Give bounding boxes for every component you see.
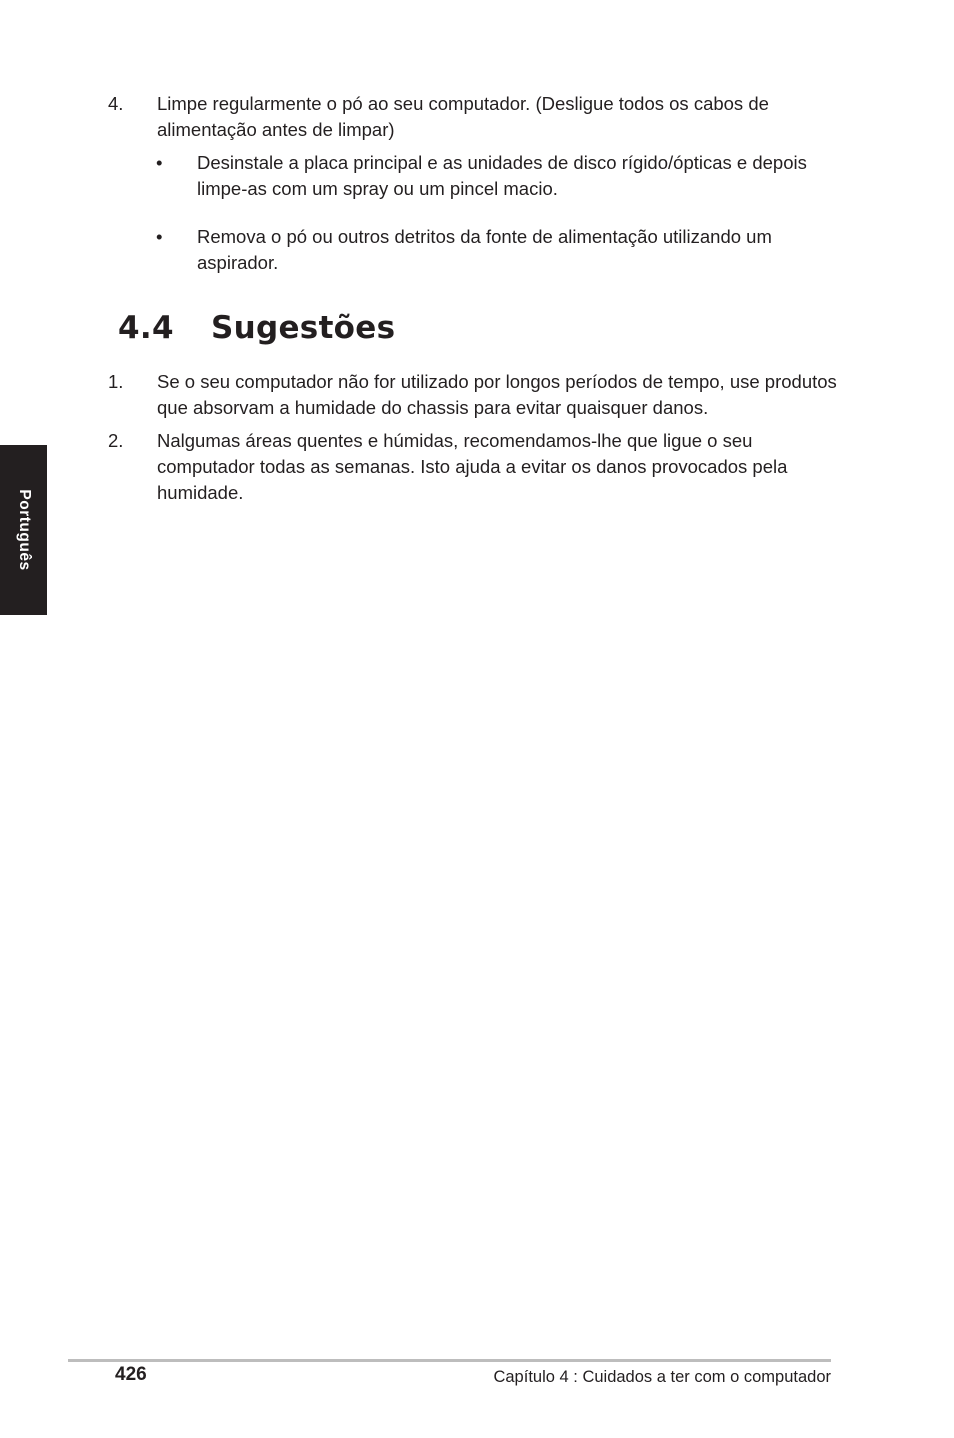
list-item-text: Limpe regularmente o pó ao seu computador. (Desligue todos os cabos de alimentação antes de limpar) — [157, 93, 769, 140]
footer-divider — [68, 1359, 831, 1362]
language-side-tab — [0, 445, 47, 615]
section-heading — [118, 310, 395, 346]
bullet-item-2 — [156, 224, 816, 276]
list-item-text: Nalgumas áreas quentes e húmidas, recomendamos-lhe que ligue o seu computador todas as semanas. Isto ajuda a evitar os danos provocados pela humidade. — [157, 430, 788, 503]
list-item-2 — [108, 428, 838, 506]
list-item-number: 2. — [108, 430, 124, 451]
bullet-symbol: • — [156, 226, 163, 247]
list-item-4 — [108, 91, 838, 143]
list-item-text: Se o seu computador não for utilizado por longos períodos de tempo, use produtos que absorvam a humidade do chassis para evitar quaisquer danos. — [157, 371, 837, 418]
list-item-number: 1. — [108, 371, 124, 392]
chapter-title: Capítulo 4 : Cuidados a ter com o computador — [493, 1368, 831, 1386]
section-number: 4.4 — [118, 310, 174, 346]
section-title: Sugestões — [211, 310, 396, 346]
bullet-symbol: • — [156, 152, 163, 173]
bullet-text: Remova o pó ou outros detritos da fonte de alimentação utilizando um aspirador. — [197, 226, 772, 273]
bullet-text: Desinstale a placa principal e as unidades de disco rígido/ópticas e depois limpe-as com um spray ou um pincel macio. — [197, 152, 807, 199]
bullet-item-1 — [156, 150, 816, 202]
list-item-number: 4. — [108, 93, 124, 114]
page-number: 426 — [115, 1364, 147, 1385]
list-item-1 — [108, 369, 838, 421]
side-tab-label: Português — [15, 489, 33, 571]
